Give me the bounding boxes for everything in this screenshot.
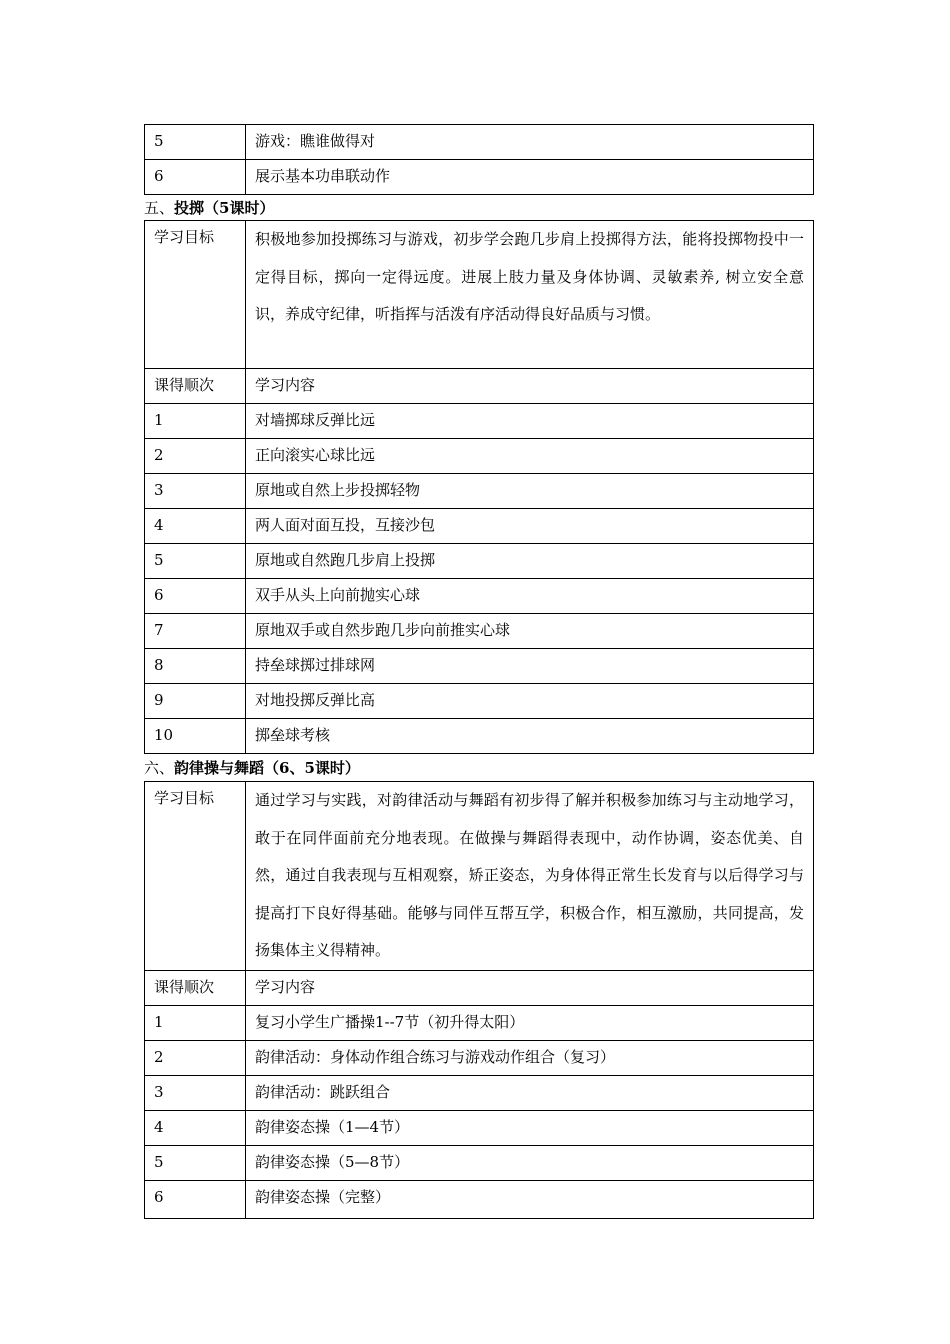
- row-number: 1: [145, 1005, 246, 1040]
- table-row: [145, 404, 814, 439]
- table-row: [145, 544, 814, 579]
- row-content: 复习小学生广播操1--7节（初升得太阳）: [246, 1005, 814, 1040]
- goal-text: 积极地参加投掷练习与游戏，初步学会跑几步肩上投掷得方法，能将投掷物投中一定得目标，掷向一定得远度。进展上肢力量及身体协调、灵敏素养, 树立安全意识，养成守纪律，听指挥与活泼有序活动得良好品质与习惯。: [246, 221, 814, 369]
- table-row: [145, 474, 814, 509]
- goal-row: [145, 221, 814, 369]
- row-content: 对墙掷球反弹比远: [246, 404, 814, 439]
- goal-text: 通过学习与实践，对韵律活动与舞蹈有初步得了解并积极参加练习与主动地学习，敢于在同伴面前充分地表现。在做操与舞蹈得表现中，动作协调，姿态优美、自然，通过自我表现与互相观察，矫正姿态，为身体得正常生长发育与以后得学习与提高打下良好得基础。能够与同伴互帮互学，积极合作，相互激励，共同提高，发扬集体主义得精神。: [246, 782, 814, 971]
- row-content: 韵律姿态操（完整）: [246, 1180, 814, 1218]
- goal-label: 学习目标: [145, 221, 246, 369]
- section-heading-rhythmic: [144, 757, 360, 779]
- header-num: 课得顺次: [145, 970, 246, 1005]
- row-number: 1: [145, 404, 246, 439]
- row-content: 掷垒球考核: [246, 719, 814, 754]
- row-content: 对地投掷反弹比高: [246, 684, 814, 719]
- table-row: [145, 1040, 814, 1075]
- row-number: 4: [145, 1110, 246, 1145]
- table-row: [145, 1005, 814, 1040]
- section-prefix: 六、: [144, 759, 175, 777]
- row-content: 韵律活动：跳跃组合: [246, 1075, 814, 1110]
- row-content: 两人面对面互投，互接沙包: [246, 509, 814, 544]
- table-row: [145, 649, 814, 684]
- row-number: 5: [145, 544, 246, 579]
- section-title: 韵律操与舞蹈（6、5课时）: [174, 759, 360, 777]
- table-row: [145, 684, 814, 719]
- row-content: 持垒球掷过排球网: [246, 649, 814, 684]
- row-number: 6: [145, 1180, 246, 1218]
- table-row: [145, 614, 814, 649]
- table-row: [145, 1075, 814, 1110]
- table-row: [145, 509, 814, 544]
- header-num: 课得顺次: [145, 369, 246, 404]
- section-heading-throwing: [144, 197, 274, 219]
- header-content: 学习内容: [246, 369, 814, 404]
- row-content: 韵律姿态操（1—4节）: [246, 1110, 814, 1145]
- rhythmic-table: [144, 781, 814, 1219]
- row-content: 游戏：瞧谁做得对: [246, 125, 814, 160]
- row-number: 5: [145, 125, 246, 160]
- row-content: 正向滚实心球比远: [246, 439, 814, 474]
- header-row: [145, 369, 814, 404]
- row-content: 原地或自然跑几步肩上投掷: [246, 544, 814, 579]
- row-content: 双手从头上向前抛实心球: [246, 579, 814, 614]
- row-content: 原地双手或自然步跑几步向前推实心球: [246, 614, 814, 649]
- header-content: 学习内容: [246, 970, 814, 1005]
- section-prefix: 五、: [144, 199, 175, 217]
- row-number: 6: [145, 579, 246, 614]
- row-content: 韵律姿态操（5—8节）: [246, 1145, 814, 1180]
- row-number: 2: [145, 1040, 246, 1075]
- section-title: 投掷（5课时）: [174, 199, 275, 217]
- row-content: 展示基本功串联动作: [246, 160, 814, 195]
- row-number: 8: [145, 649, 246, 684]
- goal-row: [145, 782, 814, 971]
- table-row: [145, 1180, 814, 1218]
- row-number: 10: [145, 719, 246, 754]
- row-number: 9: [145, 684, 246, 719]
- row-content: 原地或自然上步投掷轻物: [246, 474, 814, 509]
- table-row: [145, 579, 814, 614]
- table-row: [145, 1145, 814, 1180]
- top-table: [144, 124, 814, 195]
- row-number: 6: [145, 160, 246, 195]
- row-content: 韵律活动：身体动作组合练习与游戏动作组合（复习）: [246, 1040, 814, 1075]
- table-row: [145, 125, 814, 160]
- row-number: 4: [145, 509, 246, 544]
- table-row: [145, 1110, 814, 1145]
- row-number: 7: [145, 614, 246, 649]
- table-row: [145, 439, 814, 474]
- row-number: 3: [145, 474, 246, 509]
- header-row: [145, 970, 814, 1005]
- table-row: [145, 719, 814, 754]
- row-number: 3: [145, 1075, 246, 1110]
- throwing-table: [144, 220, 814, 754]
- row-number: 2: [145, 439, 246, 474]
- row-number: 5: [145, 1145, 246, 1180]
- table-row: [145, 160, 814, 195]
- goal-label: 学习目标: [145, 782, 246, 971]
